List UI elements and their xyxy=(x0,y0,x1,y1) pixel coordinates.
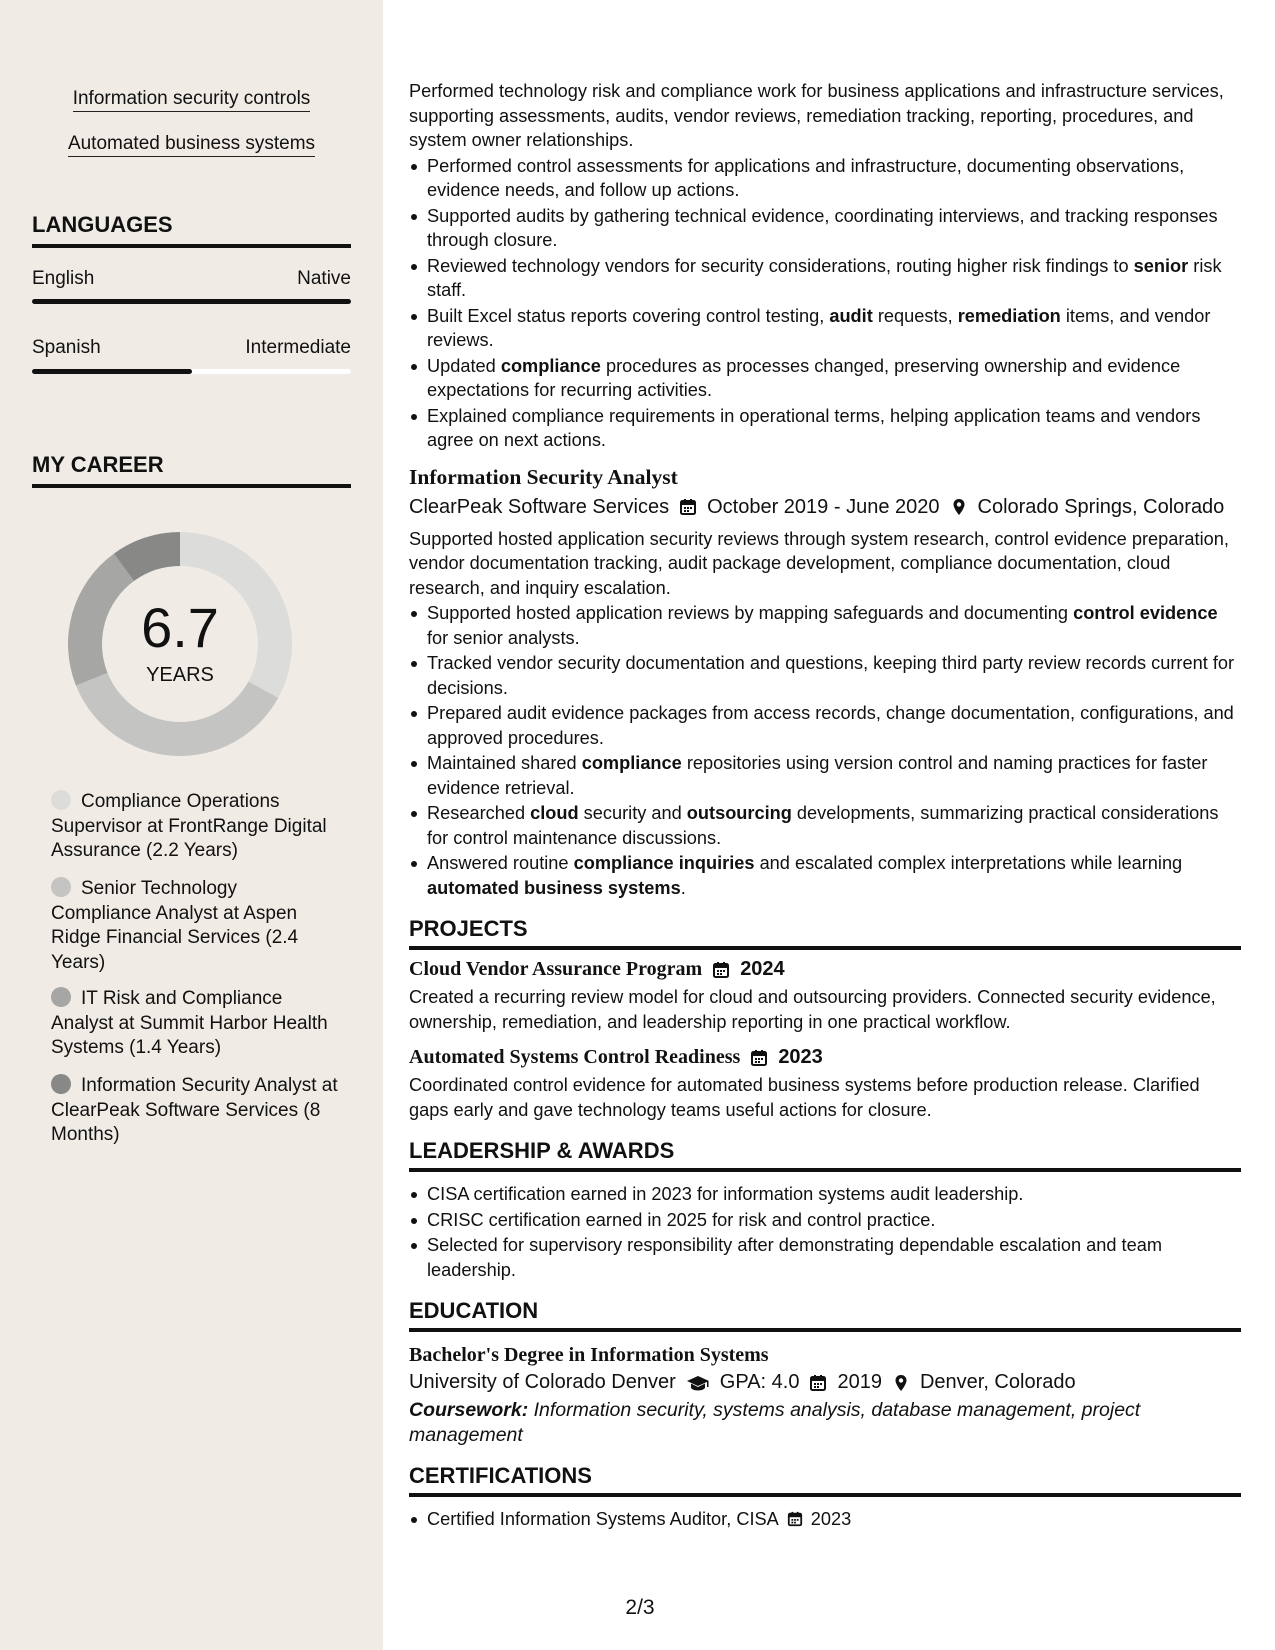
list-item: Researched cloud security and outsourcing developments, summarizing practical considerations for control maintenance discussions. xyxy=(409,801,1241,850)
job-dates: October 2019 - June 2020 xyxy=(707,495,940,518)
job-summary: Performed technology risk and compliance work for business applications and infrastructure services, supporting assessments, audits, vendor reviews, remediation tracking, reporting, procedures, and system owner relationships. xyxy=(409,81,1224,150)
legend-dot xyxy=(51,790,71,810)
career-legend-item: IT Risk and Compliance Analyst at Summit Harbor Health Systems (1.4 Years) xyxy=(51,988,328,1058)
language-name: English xyxy=(32,268,95,289)
job-title: Information Security Analyst xyxy=(409,464,678,489)
legend-dot xyxy=(51,877,71,897)
language-proficiency-fill xyxy=(32,369,192,374)
page-number: 2/3 xyxy=(625,1596,655,1619)
skill-item: Information security controls xyxy=(0,88,383,110)
certification-year: 2023 xyxy=(810,1509,852,1529)
coursework-label: Coursework: xyxy=(409,1399,529,1421)
career-legend-item: Information Security Analyst at ClearPeak Software Services (8 Months) xyxy=(51,1075,338,1145)
list-item: Supported audits by gathering technical evidence, coordinating interviews, and tracking responses through closure. xyxy=(409,204,1241,253)
language-row xyxy=(32,268,351,290)
legend-dot xyxy=(51,1074,71,1094)
list-item: CRISC certification earned in 2025 for risk and control practice. xyxy=(409,1208,1241,1233)
school-name: University of Colorado Denver xyxy=(409,1371,676,1393)
list-item: Updated compliance procedures as processes changed, preserving ownership and evidence expectations for recurring activities. xyxy=(409,354,1241,403)
career-heading: MY CAREER xyxy=(32,452,351,488)
list-item: CISA certification earned in 2023 for information systems audit leadership. xyxy=(409,1182,1241,1207)
legend-dot xyxy=(51,987,71,1007)
gpa: GPA: 4.0 xyxy=(719,1371,800,1393)
graduation-cap-icon xyxy=(686,1374,710,1392)
list-item: Performed control assessments for applications and infrastructure, documenting observations, evidence needs, and follow up actions. xyxy=(409,154,1241,203)
job-meta xyxy=(409,496,1241,519)
certification-name: Certified Information Systems Auditor, CISA xyxy=(427,1509,779,1529)
coursework: Coursework: Information security, systems analysis, database management, project management xyxy=(409,1399,1141,1446)
job-bullets xyxy=(409,154,1241,453)
list-item: Selected for supervisory responsibility after demonstrating dependable escalation and team leadership. xyxy=(409,1233,1241,1282)
list-item: Prepared audit evidence packages from access records, change documentation, configurations, and approved procedures. xyxy=(409,701,1241,750)
project-title: Automated Systems Control Readiness 2023 xyxy=(409,1046,823,1068)
graduation-year: 2019 xyxy=(837,1371,882,1393)
job-summary: Supported hosted application security reviews through system research, control evidence preparation, vendor documentation tracking, audit package development, compliance documentation, cloud research, and inquiry escalation. xyxy=(409,528,1229,598)
certifications-heading: CERTIFICATIONS xyxy=(409,1463,1241,1497)
list-item: Answered routine compliance inquiries and escalated complex interpretations while learning automated business systems. xyxy=(409,851,1241,900)
project-year: 2023 xyxy=(778,1046,823,1068)
sidebar xyxy=(0,0,383,1650)
project-year: 2024 xyxy=(740,958,785,980)
list-item: Reviewed technology vendors for security considerations, routing higher risk findings to senior risk staff. xyxy=(409,254,1241,303)
degree-title: Bachelor's Degree in Information Systems xyxy=(409,1344,769,1366)
career-total-years: 6.7 xyxy=(141,596,219,659)
career-legend-item: Senior Technology Compliance Analyst at Aspen Ridge Financial Services (2.4 Years) xyxy=(51,878,299,973)
calendar-icon xyxy=(679,498,697,516)
project-description: Coordinated control evidence for automated business systems before production release. Clarified gaps early and gave technology teams useful actions for closure. xyxy=(409,1075,1200,1120)
language-level: Native xyxy=(297,268,351,289)
job-location: Colorado Springs, Colorado xyxy=(977,495,1225,518)
language-proficiency-bar xyxy=(32,369,351,374)
list-item: Explained compliance requirements in operational terms, helping application teams and vendors agree on next actions. xyxy=(409,404,1241,453)
location-pin-icon xyxy=(892,1374,910,1392)
school-location: Denver, Colorado xyxy=(919,1371,1076,1393)
calendar-icon xyxy=(787,1511,803,1527)
education-meta xyxy=(409,1371,1241,1394)
location-pin-icon xyxy=(950,498,968,516)
list-item: Tracked vendor security documentation and questions, keeping third party review records current for decisions. xyxy=(409,651,1241,700)
list-item: Maintained shared compliance repositories using version control and naming practices for faster evidence retrieval. xyxy=(409,751,1241,800)
list-item xyxy=(409,1507,1241,1532)
list-item: Built Excel status reports covering control testing, audit requests, remediation items, and vendor reviews. xyxy=(409,304,1241,353)
language-level: Intermediate xyxy=(245,337,351,358)
education-heading: EDUCATION xyxy=(409,1298,1241,1332)
main-content xyxy=(409,0,1241,1532)
calendar-icon xyxy=(712,961,730,979)
projects-heading: PROJECTS xyxy=(409,916,1241,950)
language-name: Spanish xyxy=(32,337,101,358)
list-item: Supported hosted application reviews by mapping safeguards and documenting control evidence for senior analysts. xyxy=(409,601,1241,650)
job-company: ClearPeak Software Services xyxy=(409,495,670,518)
language-row xyxy=(32,337,351,359)
leadership-list xyxy=(409,1182,1241,1282)
project-description: Created a recurring review model for cloud and outsourcing providers. Connected security evidence, ownership, remediation, and leadership reporting in one practical workflow. xyxy=(409,987,1216,1032)
leadership-heading: LEADERSHIP & AWARDS xyxy=(409,1138,1241,1172)
calendar-icon xyxy=(809,1374,827,1392)
calendar-icon xyxy=(750,1049,768,1067)
language-proficiency-fill xyxy=(32,299,351,304)
language-proficiency-bar xyxy=(32,299,351,304)
skill-item: Automated business systems xyxy=(0,133,383,155)
project-title: Cloud Vendor Assurance Program 2024 xyxy=(409,958,785,980)
career-years-label: YEARS xyxy=(146,664,214,686)
certifications-list xyxy=(409,1507,1241,1532)
career-legend-item: Compliance Operations Supervisor at FrontRange Digital Assurance (2.2 Years) xyxy=(51,791,327,861)
languages-heading: LANGUAGES xyxy=(32,212,351,248)
job-bullets xyxy=(409,601,1241,900)
